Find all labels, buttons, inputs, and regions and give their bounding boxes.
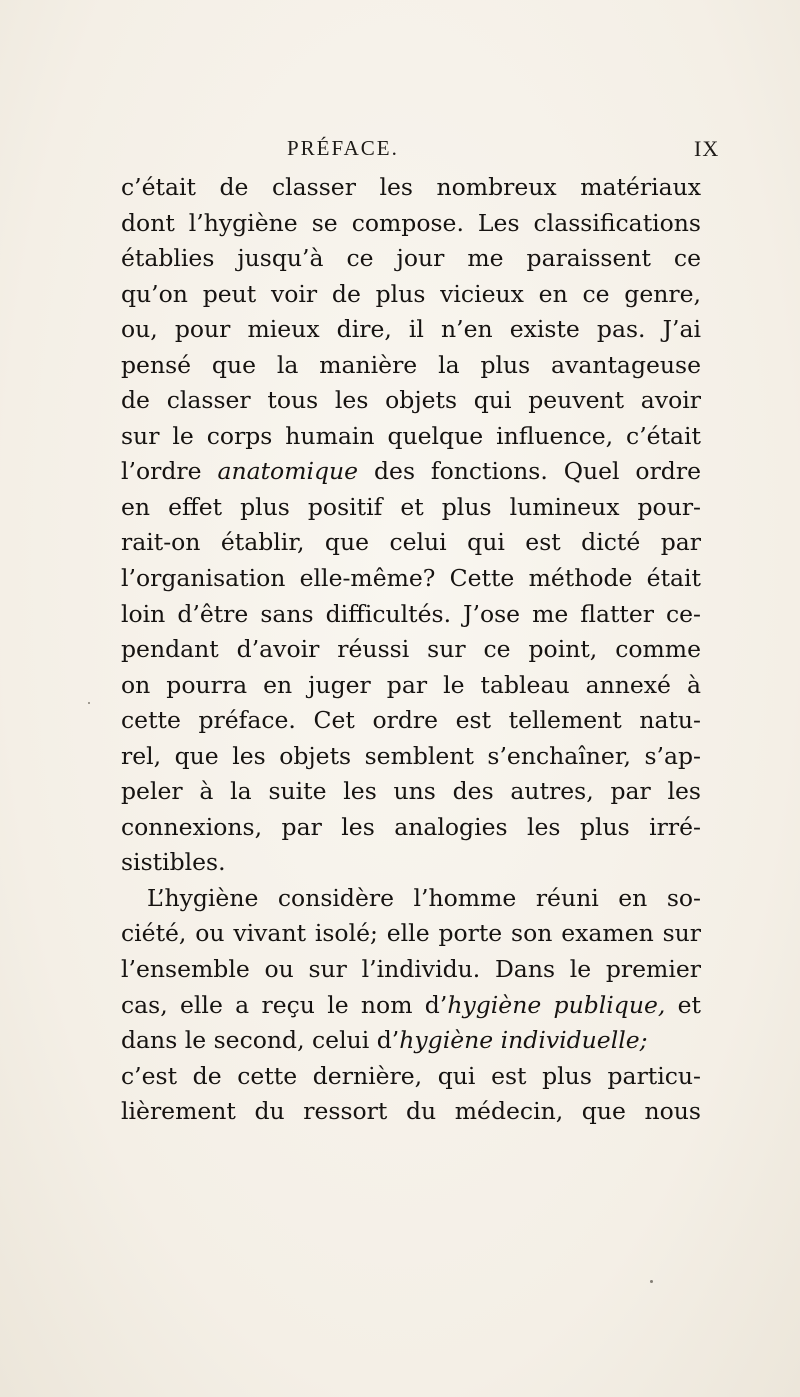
text-line — [121, 454, 701, 490]
text-line: sur le corps humain quelque influence, c’était — [121, 421, 701, 450]
text-line: rel, que les objets semblent s’enchaîner, s’ap- — [121, 741, 701, 770]
text-line: ciété, ou vivant isolé; elle porte son examen sur — [121, 919, 701, 948]
running-head — [0, 136, 800, 166]
body-text — [121, 170, 701, 1130]
text-line: on pourra en juger par le tableau annexé à — [121, 670, 701, 699]
text-line: de classer tous les objets qui peuvent avoir — [121, 386, 701, 415]
page-number: IX — [694, 136, 720, 161]
text-line: sistibles. — [121, 848, 226, 877]
text-run: dans le second, celui d’ — [121, 1026, 400, 1055]
text-run: et — [665, 990, 701, 1019]
text-line: rait-on établir, que celui qui est dicté par — [121, 528, 701, 557]
text-line: l’organisation elle-même? Cette méthode était — [121, 564, 701, 593]
paper-speck — [88, 702, 90, 704]
text-line: l’ensemble ou sur l’individu. Dans le premier — [121, 955, 701, 984]
text-line: ou, pour mieux dire, il n’en existe pas. J’ai — [121, 315, 701, 344]
text-line: peler à la suite les uns des autres, par les — [121, 777, 701, 806]
text-line — [121, 1023, 701, 1059]
text-line: dont l’hygiène se compose. Les classifications — [121, 208, 701, 237]
text-line: lièrement du ressort du médecin, que nous — [121, 1097, 701, 1126]
text-line: connexions, par les analogies les plus irré- — [121, 812, 701, 841]
running-title: PRÉFACE. — [287, 136, 399, 160]
text-line: établies jusqu’à ce jour me paraissent ce — [121, 244, 701, 273]
text-run: des fonctions. Quel ordre — [358, 457, 701, 486]
text-run: cas, elle a reçu le nom d’ — [121, 990, 448, 1019]
text-line: loin d’être sans difficultés. J’ose me flatter ce- — [121, 599, 701, 628]
text-line: qu’on peut voir de plus vicieux en ce genre, — [121, 279, 701, 308]
text-line: en effet plus positif et plus lumineux pour- — [121, 492, 701, 521]
italic-term-hygiene-individuelle: hygiène individuelle; — [399, 1026, 648, 1055]
text-line: pensé que la manière la plus avantageuse — [121, 350, 701, 379]
text-line: c’est de cette dernière, qui est plus particu- — [121, 1061, 701, 1090]
text-line: cette préface. Cet ordre est tellement natu- — [121, 706, 701, 735]
text-line — [121, 988, 701, 1024]
text-run: l’ordre — [121, 457, 218, 486]
paper-speck — [650, 1280, 653, 1283]
text-line: c’était de classer les nombreux matériaux — [121, 173, 701, 201]
paragraph-start-line: L’hygiène considère l’homme réuni en so- — [147, 883, 701, 912]
italic-term-anatomique: anatomique — [217, 457, 359, 486]
italic-term-hygiene-publique: hygiène publique, — [447, 990, 666, 1019]
text-line: pendant d’avoir réussi sur ce point, comme — [121, 635, 701, 664]
